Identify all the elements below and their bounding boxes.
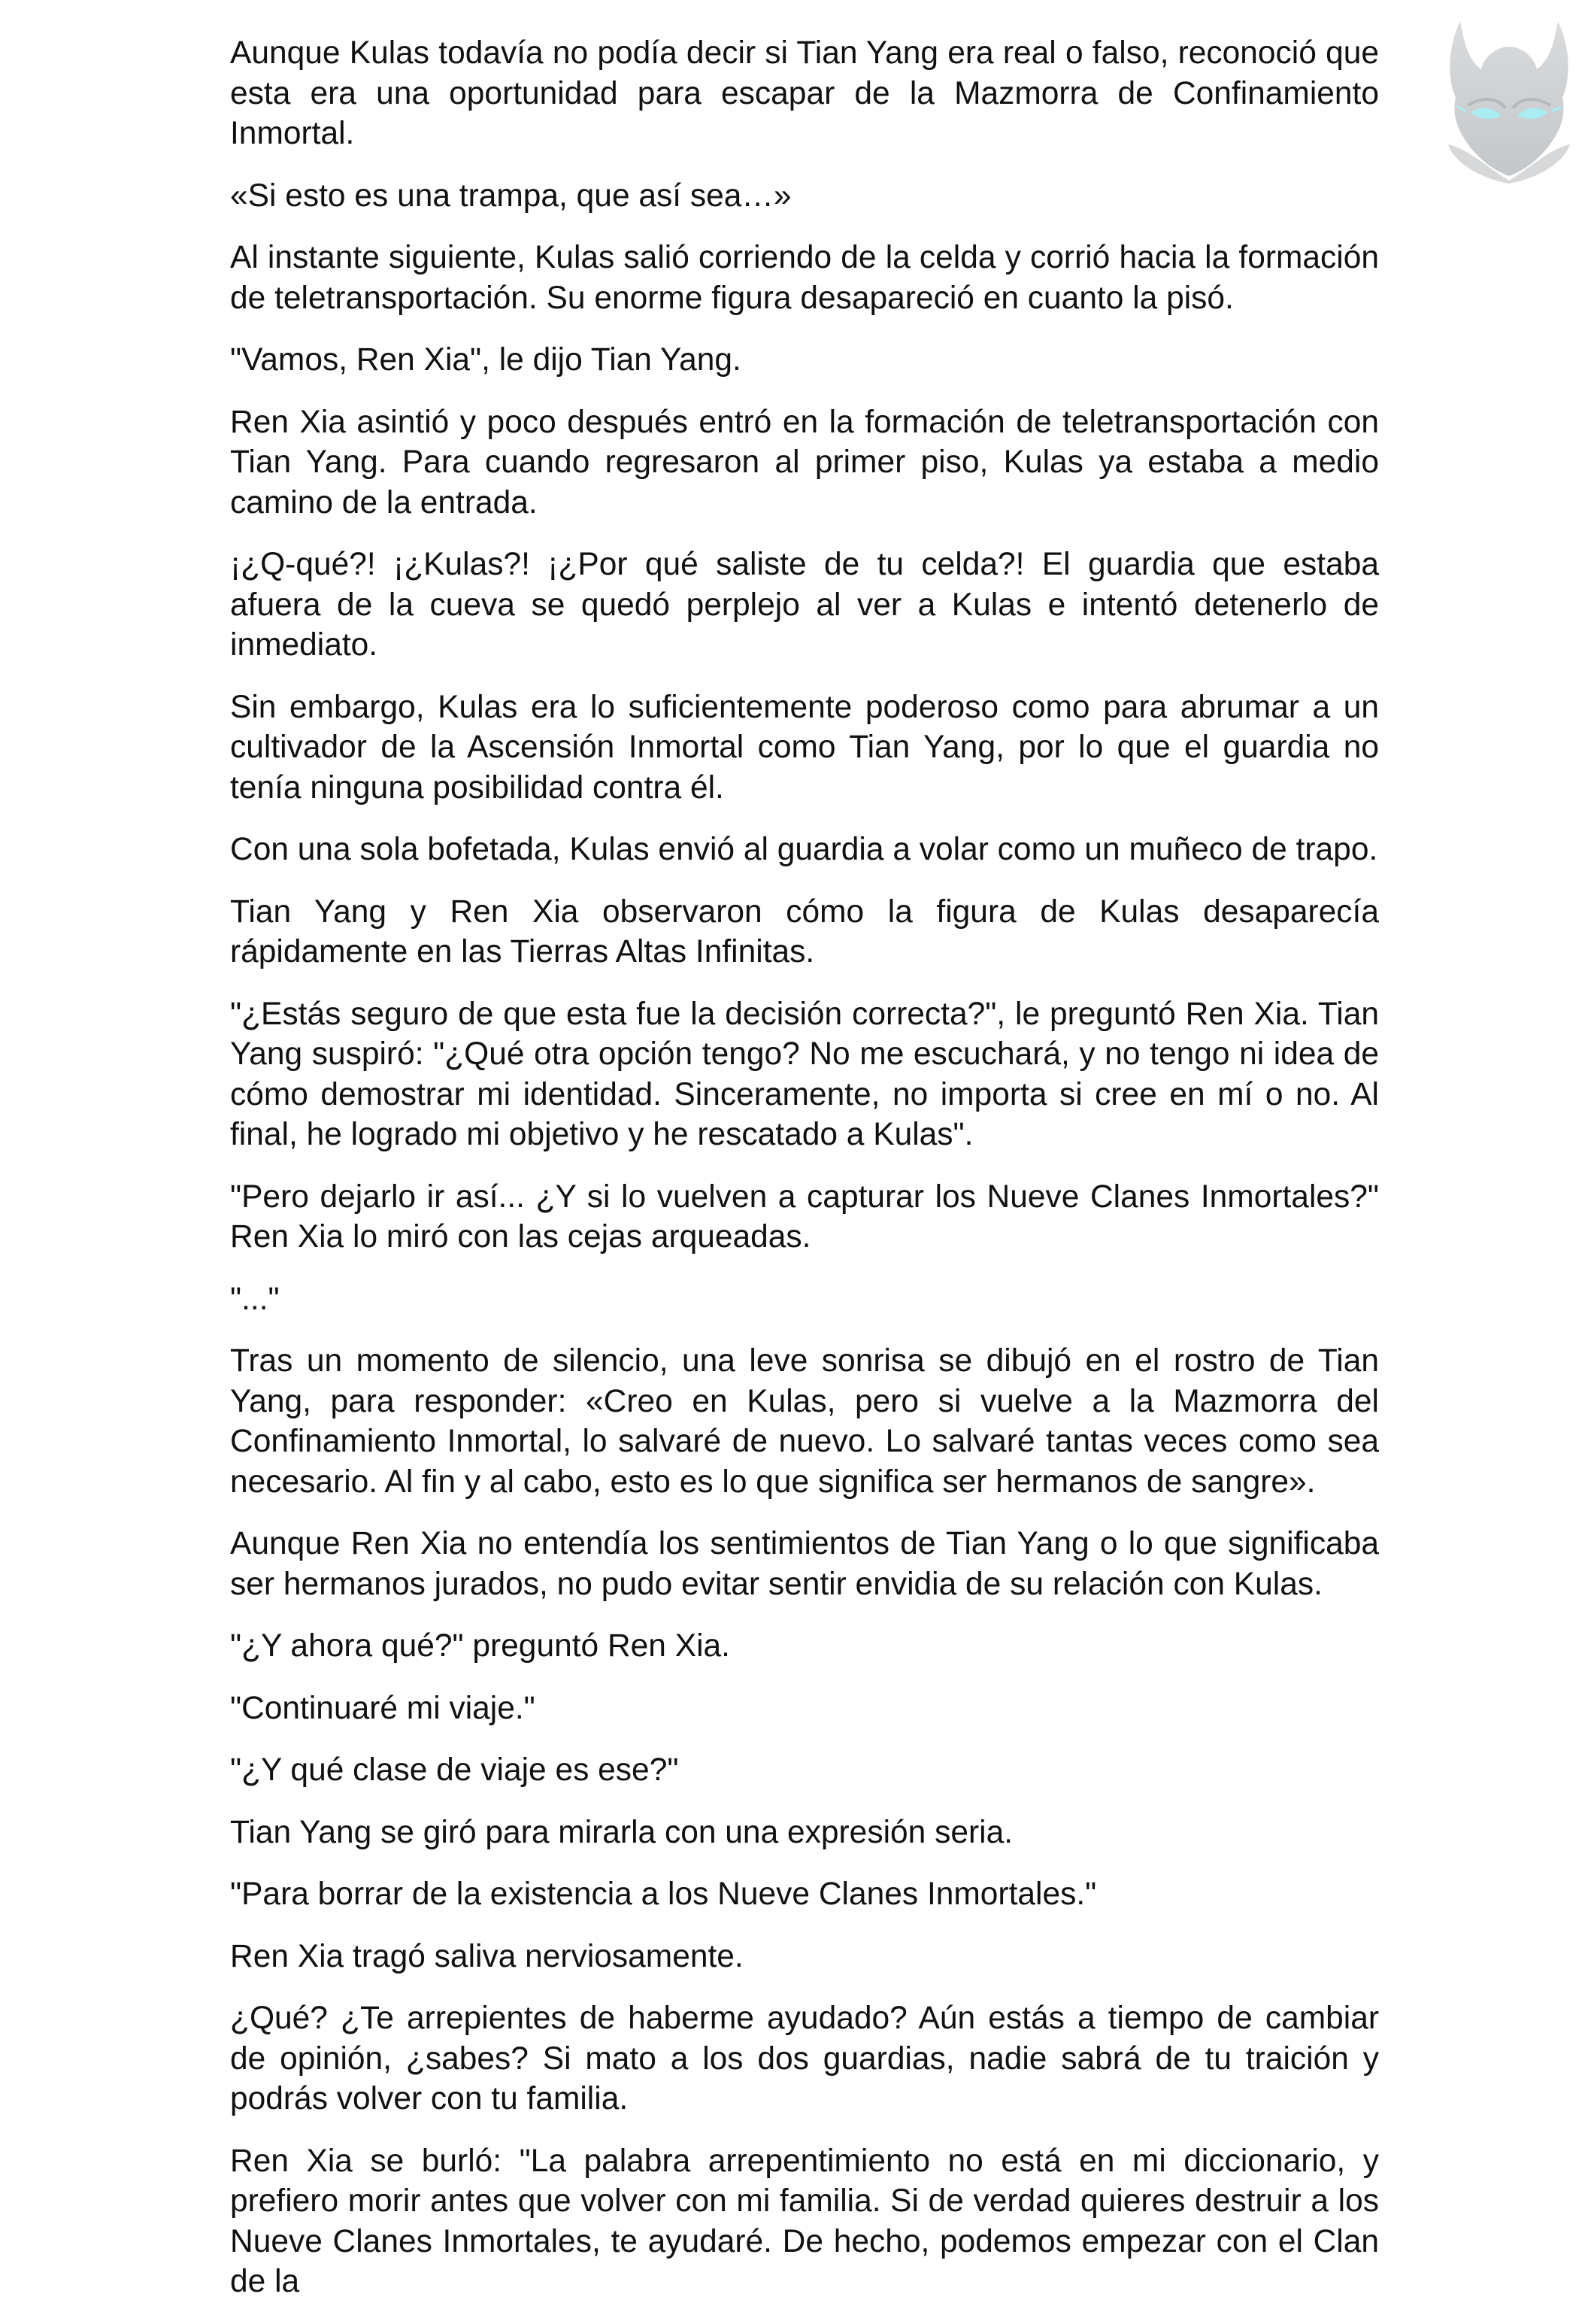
paragraph: Sin embargo, Kulas era lo suficientemente poderoso como para abrumar a un cultivador de la Ascensión Inmortal como Tian Yang, por lo que el guardia no tenía ninguna posibilidad contra él. — [230, 689, 1379, 806]
paragraph: Ren Xia tragó saliva nerviosamente. — [230, 1938, 744, 1974]
paragraph: Al instante siguiente, Kulas salió corriendo de la celda y corrió hacia la formación de teletransportación. Su enorme figura desapareció en cuanto la pisó. — [230, 240, 1379, 316]
paragraph: "Vamos, Ren Xia", le dijo Tian Yang. — [230, 342, 741, 378]
paragraph: Aunque Ren Xia no entendía los sentimientos de Tian Yang o lo que significaba ser hermanos jurados, no pudo evitar sentir envidia de su relación con Kulas. — [230, 1526, 1379, 1602]
paragraph: "¿Y ahora qué?" preguntó Ren Xia. — [230, 1628, 730, 1664]
paragraph: Ren Xia asintió y poco después entró en la formación de teletransportación con Tian Yang. Para cuando regresaron al primer piso, Kulas ya estaba a medio camino de la entrada. — [230, 404, 1379, 520]
paragraph: Tian Yang y Ren Xia observaron cómo la figura de Kulas desaparecía rápidamente en las Tierras Altas Infinitas. — [230, 893, 1379, 969]
paragraph: Aunque Kulas todavía no podía decir si Tian Yang era real o falso, reconoció que esta era una oportunidad para escapar de la Mazmorra de Confinamiento Inmortal. — [230, 35, 1379, 151]
paragraph: «Si esto es una trampa, que así sea…» — [230, 177, 792, 214]
paragraph: "Continuaré mi viaje." — [230, 1690, 535, 1726]
paragraph: Tras un momento de silencio, una leve sonrisa se dibujó en el rostro de Tian Yang, para responder: «Creo en Kulas, pero si vuelve a la Mazmorra del Confinamiento Inmortal, lo salvaré de nuevo. Lo salvaré tantas veces como sea necesario. Al fin y al cabo, esto es lo que significa ser hermanos de sangre». — [230, 1343, 1379, 1500]
paragraph: Con una sola bofetada, Kulas envió al guardia a volar como un muñeco de trapo. — [230, 832, 1378, 867]
paragraph: Ren Xia se burló: "La palabra arrepentimiento no está en mi diccionario, y prefiero morir antes que volver con mi familia. Si de verdad quieres destruir a los Nueve Clanes Inmortales, te ayudaré. De hecho, podemos empezar con el Clan de la — [230, 2143, 1379, 2299]
document-body — [230, 33, 1379, 2324]
paragraph: "Pero dejarlo ir así... ¿Y si lo vuelven a capturar los Nueve Clanes Inmortales?" Ren Xia lo miró con las cejas arqueadas. — [230, 1179, 1379, 1255]
demon-head-logo-icon — [1438, 17, 1580, 184]
paragraph: "Para borrar de la existencia a los Nueve Clanes Inmortales." — [230, 1876, 1097, 1912]
paragraph: "¿Y qué clase de viaje es ese?" — [230, 1752, 679, 1788]
paragraph: ¡¿Q-qué?! ¡¿Kulas?! ¡¿Por qué saliste de tu celda?! El guardia que estaba afuera de la cueva se quedó perplejo al ver a Kulas e intentó detenerlo de inmediato. — [230, 547, 1379, 663]
paragraph: ¿Qué? ¿Te arrepientes de haberme ayudado? Aún estás a tiempo de cambiar de opinión, ¿sabes? Si mato a los dos guardias, nadie sabrá de tu traición y podrás volver con tu familia. — [230, 2001, 1379, 2116]
paragraph: "¿Estás seguro de que esta fue la decisión correcta?", le preguntó Ren Xia. Tian Yang suspiró: "¿Qué otra opción tengo? No me escuchará, y no tengo ni idea de cómo demostrar mi identidad. Sinceramente, no importa si cree en mí o no. Al final, he logrado mi objetivo y he rescatado a Kulas". — [230, 996, 1379, 1152]
paragraph: "..." — [230, 1281, 280, 1317]
paragraph: Tian Yang se giró para mirarla con una expresión seria. — [230, 1814, 1014, 1850]
